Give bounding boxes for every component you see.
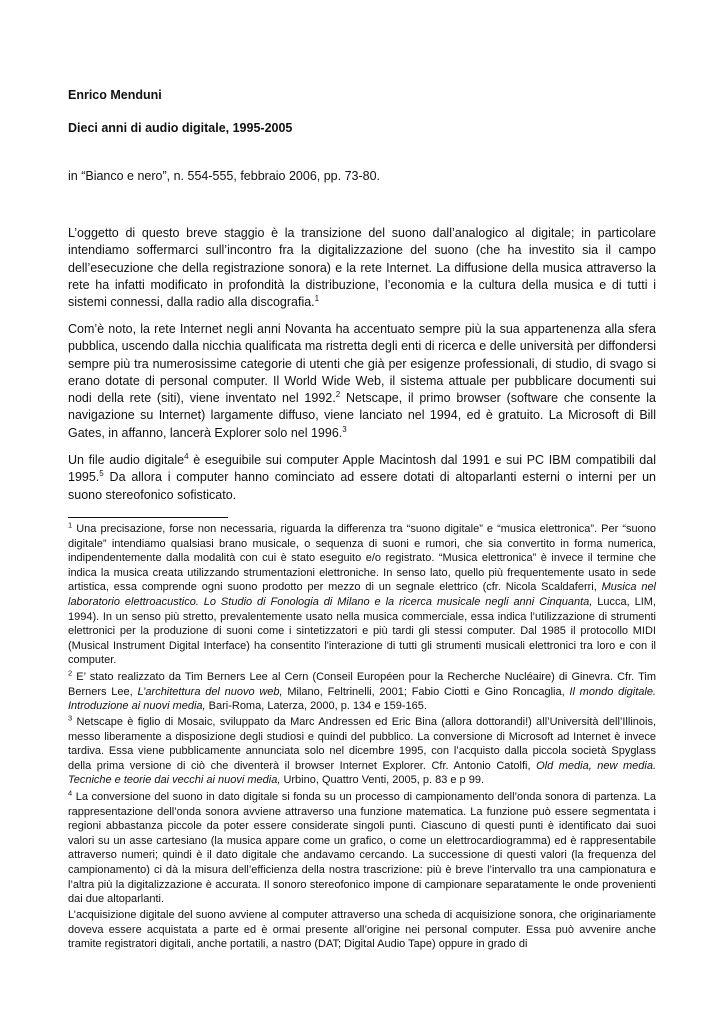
footnote-4 [68,790,656,907]
paragraph-text: Da allora i computer hanno cominciato ad essere dotati di altoparlanti esterni o interni per un suono stereofonico sofisticato. [68,470,656,502]
paragraph-text: L’oggetto di questo breve staggio è la transizione del suono dall’analogico al digitale; in particolare intendiamo soffermarci sull’incontro fra la digitalizzazione del suono (che ha investito sia il campo dell’esecuzione che della registrazione sonora) e la rete Internet. La diffusione della musica attraverso la rete ha infatti modificato in profondità la distribuzione, l’economia e la cultura della musica e di tutti i sistemi connessi, dalla radio alla discografia. [68,226,656,310]
paragraph-text: Un file audio digitale [68,453,185,467]
footnote-text: Milano, Feltrinelli, 2001; Fabio Ciotti e Gino Roncaglia, [282,685,570,698]
footnote-4-continued: L’acquisizione digitale del suono avviene al computer attraverso una scheda di acquisizione sonora, che originariamente doveva essere acquistata a parte ed è ormai presente all’origine nei personal computer. Essa può avvenire anche tramite registratori digitali, anche portatili, a nastro (DAT; Digital Audio Tape) oppure in grado di [68,909,656,951]
footnote-number: 2 [68,668,73,678]
footnote-text: Bari-Roma, Laterza, 2000, p. 134 e 159-165. [205,700,427,713]
footnote-text: La conversione del suono in dato digitale si fonda su un processo di campionamento dell’onda sonora di partenza. La rappresentazione dell’onda sonora avviene attraverso una funzione matematica. La funzione può essere segmentata i regioni abbastanza piccole da poter essere considerate singoli punti. Ciascuno di questi punti è identificato dai suoi valori su un asse cartesiano (la musica appare come un grafico, o come un elettrocardiogramma) ed è rappresentabile attraverso numeri; quindi è il dato digitale che andavamo cercando. La successione di questi valori (la frequenza del campionamento) ci dà la misura dell’efficienza della nostra trascrizione: più è breve l’intervallo tra una campionatura e l’altra più la digitalizzazione è accurata. Il sonoro stereofonico impone di campionare separatamente le onde provenienti dai due altoparlanti. [68,791,656,906]
footnote-text: Urbino, Quattro Venti, 2005, p. 83 e p 99. [280,774,485,787]
footnote-ref-5: 5 [99,469,104,479]
footnote-1 [68,522,656,668]
body-paragraph-3 [68,452,656,504]
body-paragraph-2 [68,321,656,442]
footnote-italic: Il mondo digitale. Introduzione ai nuovi media, [68,685,656,713]
footnote-italic: L’architettura del nuovo web, [137,685,283,698]
footnote-ref-4: 4 [184,451,189,461]
footnote-text: E’ stato realizzato da Tim Berners Lee al Cern (Conseil Européen pour la Recherche Nucléaire) di Ginevra. Cfr. Tim Berners Lee, [68,671,656,698]
footnote-italic: Old media, new media. Tecniche e teorie dai vecchi ai nuovi media, [68,759,657,787]
paragraph-text: Com’è noto, la rete Internet negli anni Novanta ha accentuato sempre più la sua appartenenza alla sfera pubblica, uscendo dalla nicchia qualificata ma ristretta degli enti di ricerca e delle università per diffondersi sempre più tra numerosissime categorie di utenti che già per esigenze professionali, di studio, di svago si erano dotate di personal computer. Il World Wide Web, il sistema attuale per pubblicare documenti sui nodi della rete (siti), viene inventato nel 1992. [68,322,656,406]
footnote-ref-2: 2 [335,390,341,400]
footnote-number: 4 [68,788,73,798]
footnote-number: 1 [68,520,73,530]
paragraph-text: è eseguibile sui computer Apple Macintosh dal 1991 e sui PC IBM compatibili dal 1995. [68,453,656,485]
footnote-text: Lucca, LIM, 1994). In un senso più stretto, prevalentemente usato nella musica commerciale, essa indica l’utilizzazione di strumenti elettronici per la produzione di suoni come i sintetizzatori e più tardi gli stessi computer. Dal 1985 il protocollo MIDI (Musical Instrument Digital Interface) ha consentito l'interazione di tutti gli strumenti musicali elettronici tra loro e con il computer. [68,595,656,667]
body-paragraph-1 [68,225,656,311]
article-title: Dieci anni di audio digitale, 1995-2005 [68,121,293,135]
footnote-number: 3 [68,713,73,723]
footnote-3 [68,715,656,788]
footnote-text: Una precisazione, forse non necessaria, riguarda la differenza tra “suono digitale” e “musica elettronica”. Per “suono digitale” intendiamo qualsiasi brano musicale, o sequenza di suoni e rumori, che sia convertito in forma numerica, indipendentemente dalla modalità con cui è stato eseguito e/o registrato. “Musica elettronica” è invece il termine che indica la musica creata utilizzando strumentazioni elettroniche. In senso lato, quello più frequentemente usato in sede artistica, essa comprende ogni suono prodotto per mezzo di un segnale elettrico (cfr. Nicola Scaldaferri, [68,523,656,594]
footnote-ref-3: 3 [342,424,347,434]
footnote-text: Netscape è figlio di Mosaic, sviluppato da Marc Andressen ed Eric Bina (allora dottorandi!) all’Università dell’Illinois, messo liberamente a disposizione degli studiosi e quindi del pubblico. La conversione di Microsoft ad Internet è invece tardiva. Essa viene pubblicamente annunciata solo nel dicembre 1995, con l’acquisto dalla piccola società Spyglass della prima versione di ciò che diventerà il browser Internet Explorer. Cfr. Antonio Catolfi, [68,716,656,772]
footnote-italic: Musica nel laboratorio elettroacustico. Lo Studio di Fonologia di Milano e la ricerca musicale negli anni Cinquanta, [68,581,657,608]
publication-citation: in “Bianco e nero”, n. 554-555, febbraio 2006, pp. 73-80. [68,169,381,183]
footnote-ref-1: 1 [314,294,320,304]
footnote-2 [68,670,656,714]
paragraph-text: Netscape, il primo browser (software che consente la navigazione su Internet) largamente diffuso, viene lanciato nel 1994, ed è gratuito. La Microsoft di Bill Gates, in affanno, lancerà Explorer solo nel 1996. [68,391,656,440]
author-name: Enrico Menduni [68,88,162,102]
footnote-separator [68,517,228,518]
